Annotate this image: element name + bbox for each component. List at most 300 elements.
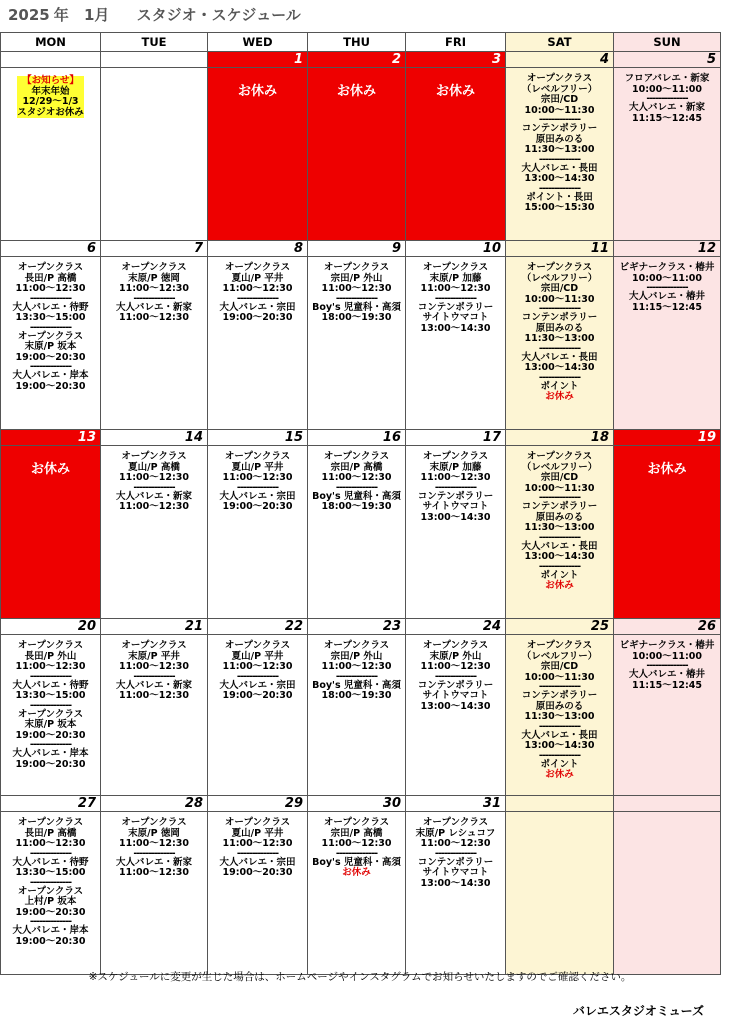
schedule-line: オープンクラス: [17, 885, 84, 897]
schedule-line: 13:30～15:00: [15, 312, 86, 323]
notice-line: スタジオお休み: [17, 106, 84, 118]
date-number: 6: [1, 241, 101, 257]
schedule-line: 11:00～12:30: [321, 661, 392, 672]
schedule-line: 末原/P 加藤: [429, 461, 482, 473]
schedule-line: Boy's 児童科・高須: [312, 301, 401, 313]
day-cell: [614, 635, 721, 796]
schedule-line: コンテンポラリー: [521, 123, 598, 134]
date-number: [1, 52, 101, 68]
day-cell: [208, 68, 308, 241]
schedule-line: オープンクラス: [17, 817, 84, 828]
schedule-line: ポイント: [540, 569, 579, 581]
date-number: 16: [308, 430, 406, 446]
date-number: 28: [101, 796, 208, 812]
date-row: [1, 241, 721, 257]
schedule-line: 13:00～14:30: [420, 700, 491, 712]
schedule-line: 13:30～15:00: [15, 690, 86, 701]
date-number: 11: [506, 241, 614, 257]
divider: --------------: [434, 292, 477, 304]
schedule-line: オープンクラス: [224, 817, 291, 828]
date-number: 20: [1, 619, 101, 635]
schedule-line: コンテンポラリー: [417, 490, 494, 502]
schedule-line: 大人バレエ・椿井: [628, 291, 705, 302]
schedule-line: 大人バレエ・新家: [115, 301, 192, 313]
day-cell: [101, 257, 208, 430]
date-number: 5: [614, 52, 721, 68]
schedule-line: コンテンポラリー: [521, 501, 598, 512]
schedule-line: 末原/P 徳岡: [128, 272, 180, 284]
schedule-line: 13:00～14:30: [524, 551, 595, 562]
day-cell: [208, 446, 308, 619]
notice-line: 年末年始: [17, 87, 84, 98]
day-cell: [308, 635, 406, 796]
date-number: 12: [614, 241, 721, 257]
schedule-line: 大人バレエ・長田: [521, 540, 598, 552]
schedule-line: 夏山/P 平井: [231, 827, 284, 839]
cancelled-label: お休み: [545, 391, 574, 402]
weekday-mon: MON: [1, 33, 101, 52]
schedule-line: 大人バレエ・長田: [521, 729, 598, 741]
date-number: 18: [506, 430, 614, 446]
schedule-line: 11:00～12:30: [119, 690, 189, 701]
divider: --------------: [538, 749, 581, 761]
schedule-line: オープンクラス: [17, 262, 84, 273]
date-number: 19: [614, 430, 721, 446]
date-number: 1: [208, 52, 308, 68]
schedule-line: 11:00～12:30: [119, 283, 189, 294]
schedule-line: 原田みのる: [535, 700, 584, 712]
schedule-line: 11:30～13:00: [524, 522, 595, 533]
date-number: 21: [101, 619, 208, 635]
schedule-line: 11:00～12:30: [15, 283, 86, 294]
cancelled-label: お休み: [342, 867, 371, 878]
schedule-line: 10:00～11:30: [524, 671, 595, 683]
day-cell: [101, 446, 208, 619]
date-number: 22: [208, 619, 308, 635]
schedule-line: 19:00～20:30: [222, 501, 293, 512]
divider: --------------: [538, 531, 581, 543]
divider: --------------: [236, 292, 279, 304]
schedule-line: オープンクラス: [323, 451, 390, 462]
schedule-line: 13:00～14:30: [420, 322, 491, 334]
schedule-row: [1, 635, 721, 796]
schedule-line: 末原/P 坂本: [24, 341, 77, 352]
day-cell: [506, 446, 614, 619]
schedule-line: （レベルフリー）: [521, 650, 598, 662]
notice-box: [17, 76, 84, 118]
date-number: 17: [406, 430, 506, 446]
schedule-line: 19:00～20:30: [15, 380, 86, 392]
schedule-line: Boy's 児童科・高須: [312, 856, 401, 868]
schedule-line: 11:30～13:00: [524, 333, 595, 344]
schedule-line: コンテンポラリー: [417, 856, 494, 868]
date-number: [506, 796, 614, 812]
schedule-line: 11:30～13:00: [524, 711, 595, 722]
schedule-line: ビギナークラス・椿井: [619, 640, 715, 651]
day-cell: [506, 257, 614, 430]
schedule-line: 大人バレエ・椿井: [628, 669, 705, 680]
schedule-line: 11:00～12:30: [222, 472, 293, 483]
date-number: 13: [1, 430, 101, 446]
schedule-line: 19:00～20:30: [222, 690, 293, 701]
schedule-line: 宗田/CD: [540, 94, 579, 105]
day-cell: [308, 257, 406, 430]
divider: --------------: [538, 114, 581, 125]
schedule-line: コンテンポラリー: [417, 301, 494, 313]
divider: --------------: [538, 492, 581, 503]
date-number: 8: [208, 241, 308, 257]
schedule-line: オープンクラス: [121, 262, 187, 273]
divider: --------------: [646, 93, 688, 104]
schedule-line: 原田みのる: [535, 511, 584, 523]
schedule-line: 夏山/P 平井: [231, 272, 284, 284]
closed-label: お休み: [336, 84, 376, 99]
schedule-line: 宗田/CD: [540, 283, 579, 294]
schedule-line: オープンクラス: [17, 708, 84, 720]
weekday-sat: SAT: [506, 33, 614, 52]
schedule-line: 19:00～20:30: [222, 867, 293, 878]
notice-line: 12/29～1/3: [17, 97, 84, 108]
schedule-line: 18:00～19:30: [321, 312, 392, 323]
studio-name: バレエスタジオミューズ: [572, 1004, 704, 1018]
schedule-line: 末原/P 加藤: [429, 272, 482, 284]
schedule-line: 末原/P 平井: [128, 650, 180, 662]
schedule-line: （レベルフリー）: [521, 272, 598, 284]
divider: --------------: [236, 481, 279, 493]
schedule-line: 11:00～12:30: [222, 283, 293, 294]
date-number: [614, 796, 721, 812]
divider: --------------: [335, 481, 378, 493]
schedule-line: 宗田/P 高橋: [330, 827, 383, 839]
schedule-line: 11:00～12:30: [119, 472, 189, 483]
schedule-line: 原田みのる: [535, 322, 584, 334]
schedule-line: 19:00～20:30: [15, 351, 86, 363]
schedule-line: 大人バレエ・新家: [115, 490, 192, 502]
cancelled-label: お休み: [545, 580, 574, 591]
schedule-line: 13:30～15:00: [15, 867, 86, 878]
calendar-table: [0, 32, 721, 975]
schedule-line: ポイント: [540, 758, 579, 770]
schedule-line: サイトウマコト: [422, 501, 489, 512]
divider: --------------: [538, 371, 581, 383]
schedule-line: 18:00～19:30: [321, 690, 392, 701]
day-cell: [406, 446, 506, 619]
divider: --------------: [646, 282, 688, 293]
date-number: [101, 52, 208, 68]
day-cell: [614, 446, 721, 619]
divider: --------------: [335, 670, 378, 682]
divider: --------------: [29, 670, 72, 682]
day-cell: [614, 257, 721, 430]
schedule-line: 11:00～12:30: [119, 838, 189, 849]
schedule-line: 11:30～13:00: [524, 144, 595, 155]
day-cell: [406, 635, 506, 796]
footnote: ※スケジュールに変更が生じた場合は、ホームページやインスタグラムでお知らせいたしますのでご確認ください。: [88, 971, 632, 983]
schedule-line: 13:00～14:30: [420, 877, 491, 889]
schedule-line: 大人バレエ・宗田: [219, 679, 296, 691]
schedule-line: 18:00～19:30: [321, 501, 392, 512]
schedule-line: 10:00～11:00: [632, 650, 702, 662]
divider: --------------: [236, 847, 279, 859]
schedule-line: 19:00～20:30: [15, 729, 86, 741]
day-cell: [308, 68, 406, 241]
weekday-tue: TUE: [101, 33, 208, 52]
schedule-line: 13:00～14:30: [524, 740, 595, 751]
cancelled-label: お休み: [545, 769, 574, 780]
schedule-line: サイトウマコト: [422, 690, 489, 701]
schedule-row: [1, 257, 721, 430]
day-cell: [101, 635, 208, 796]
schedule-line: 11:15～12:45: [632, 679, 702, 691]
schedule-line: オープンクラス: [422, 262, 489, 273]
title-month: 1月: [84, 6, 110, 24]
schedule-row: [1, 446, 721, 619]
day-cell: [406, 812, 506, 975]
date-number: 10: [406, 241, 506, 257]
schedule-line: オープンクラス: [422, 451, 489, 462]
date-number: 9: [308, 241, 406, 257]
schedule-line: オープンクラス: [422, 817, 489, 828]
schedule-line: 10:00～11:30: [524, 293, 595, 305]
schedule-line: オープンクラス: [121, 817, 187, 828]
divider: --------------: [236, 670, 279, 682]
divider: --------------: [646, 660, 688, 671]
schedule-line: 大人バレエ・待野: [12, 856, 89, 868]
day-cell: [208, 257, 308, 430]
date-number: 26: [614, 619, 721, 635]
schedule-line: 大人バレエ・宗田: [219, 490, 296, 502]
schedule-line: オープンクラス: [422, 640, 489, 651]
schedule-line: 10:00～11:30: [524, 104, 595, 116]
day-cell: [1, 68, 101, 241]
day-cell: [506, 635, 614, 796]
schedule-line: 大人バレエ・長田: [521, 162, 598, 174]
closed-label: お休み: [647, 462, 687, 477]
schedule-line: オープンクラス: [121, 640, 187, 651]
weekday-wed: WED: [208, 33, 308, 52]
schedule-line: コンテンポラリー: [521, 312, 598, 323]
page-title: [8, 4, 305, 25]
date-row: [1, 796, 721, 812]
schedule-line: ポイント: [540, 380, 579, 392]
schedule-line: オープンクラス: [224, 451, 291, 462]
date-number: 14: [101, 430, 208, 446]
date-number: 31: [406, 796, 506, 812]
schedule-line: （レベルフリー）: [521, 461, 598, 473]
divider: --------------: [29, 699, 72, 711]
schedule-line: 19:00～20:30: [15, 906, 86, 918]
schedule-line: 19:00～20:30: [222, 312, 293, 323]
schedule-line: 11:15～12:45: [632, 301, 702, 313]
day-cell: [506, 812, 614, 975]
day-cell: [614, 68, 721, 241]
divider: --------------: [133, 292, 175, 304]
schedule-line: 11:00～12:30: [119, 661, 189, 672]
day-cell: [506, 68, 614, 241]
schedule-line: 13:00～14:30: [524, 362, 595, 373]
date-number: 7: [101, 241, 208, 257]
schedule-line: 11:00～12:30: [119, 312, 189, 323]
weekday-fri: FRI: [406, 33, 506, 52]
schedule-line: 末原/P レシュコフ: [415, 827, 496, 839]
date-number: 4: [506, 52, 614, 68]
schedule-line: 11:00～12:30: [15, 838, 86, 849]
date-number: 2: [308, 52, 406, 68]
divider: --------------: [538, 720, 581, 732]
schedule-line: 10:00～11:00: [632, 83, 702, 95]
schedule-line: 大人バレエ・新家: [115, 679, 192, 691]
schedule-line: オープンクラス: [121, 451, 187, 462]
schedule-line: 長田/P 外山: [24, 650, 77, 662]
date-row: [1, 619, 721, 635]
date-number: 27: [1, 796, 101, 812]
schedule-line: 夏山/P 平井: [231, 461, 284, 473]
schedule-line: オープンクラス: [224, 640, 291, 651]
schedule-line: 末原/P 坂本: [24, 719, 77, 730]
day-cell: [614, 812, 721, 975]
schedule-line: 11:00～12:30: [15, 661, 86, 672]
divider: --------------: [434, 847, 477, 859]
schedule-line: 宗田/CD: [540, 661, 579, 672]
day-cell: [406, 257, 506, 430]
schedule-line: ポイント・長田: [526, 191, 593, 203]
divider: --------------: [29, 361, 72, 372]
title-text: スタジオ・スケジュール: [136, 6, 301, 24]
schedule-line: コンテンポラリー: [417, 679, 494, 691]
schedule-line: サイトウマコト: [422, 867, 489, 878]
day-cell: [308, 812, 406, 975]
schedule-line: 11:00～12:30: [420, 661, 491, 672]
schedule-line: 宗田/P 外山: [330, 272, 383, 284]
schedule-line: 11:00～12:30: [321, 283, 392, 294]
schedule-line: 10:00～11:00: [632, 272, 702, 284]
schedule-line: オープンクラス: [323, 817, 390, 828]
schedule-line: 11:00～12:30: [222, 838, 293, 849]
schedule-line: オープンクラス: [17, 330, 84, 342]
divider: --------------: [29, 916, 72, 927]
day-cell: [1, 257, 101, 430]
divider: --------------: [29, 292, 72, 304]
divider: --------------: [434, 481, 477, 493]
schedule-line: 原田みのる: [535, 133, 584, 145]
notice-heading: 【お知らせ】: [17, 76, 84, 87]
day-cell: [1, 446, 101, 619]
schedule-line: 大人バレエ・岸本: [12, 370, 89, 381]
schedule-line: 13:00～14:30: [524, 173, 595, 184]
divider: --------------: [538, 560, 581, 572]
schedule-line: 大人バレエ・宗田: [219, 856, 296, 868]
date-number: 23: [308, 619, 406, 635]
divider: --------------: [538, 681, 581, 692]
schedule-line: Boy's 児童科・高須: [312, 490, 401, 502]
schedule-line: 宗田/P 外山: [330, 650, 383, 662]
schedule-line: 大人バレエ・岸本: [12, 748, 89, 759]
schedule-row: [1, 68, 721, 241]
schedule-line: Boy's 児童科・高須: [312, 679, 401, 691]
divider: --------------: [133, 847, 175, 859]
schedule-line: オープンクラス: [17, 640, 84, 651]
day-cell: [101, 68, 208, 241]
divider: --------------: [538, 303, 581, 314]
schedule-line: 11:00～12:30: [222, 661, 293, 672]
day-cell: [308, 446, 406, 619]
day-cell: [208, 812, 308, 975]
divider: --------------: [29, 321, 72, 333]
date-number: 24: [406, 619, 506, 635]
day-cell: [208, 635, 308, 796]
schedule-line: 15:00～15:30: [524, 202, 595, 213]
schedule-line: 11:00～12:30: [420, 838, 491, 849]
schedule-line: 11:00～12:30: [420, 283, 491, 294]
title-year-unit: 年: [53, 6, 69, 24]
day-cell: [101, 812, 208, 975]
date-number: 25: [506, 619, 614, 635]
divider: --------------: [538, 153, 581, 165]
schedule-line: 11:00～12:30: [321, 838, 392, 849]
schedule-line: オープンクラス: [526, 262, 593, 273]
closed-label: お休み: [30, 462, 70, 477]
schedule-line: 夏山/P 高橋: [128, 461, 180, 473]
day-cell: [406, 68, 506, 241]
schedule-line: オープンクラス: [526, 451, 593, 462]
title-year: 2025: [8, 6, 50, 24]
schedule-row: [1, 812, 721, 975]
weekday-sun: SUN: [614, 33, 721, 52]
schedule-line: 11:00～12:30: [119, 501, 189, 512]
schedule-line: 大人バレエ・待野: [12, 679, 89, 691]
schedule-line: 大人バレエ・新家: [115, 856, 192, 868]
schedule-line: 宗田/P 高橋: [330, 461, 383, 473]
divider: --------------: [133, 670, 175, 682]
schedule-line: 10:00～11:30: [524, 482, 595, 494]
schedule-line: 19:00～20:30: [15, 935, 86, 947]
schedule-line: 19:00～20:30: [15, 758, 86, 770]
divider: --------------: [133, 481, 175, 493]
schedule-line: 大人バレエ・岸本: [12, 925, 89, 936]
schedule-line: フロアバレエ・新家: [624, 73, 710, 84]
schedule-line: 13:00～14:30: [420, 511, 491, 523]
closed-label: お休み: [237, 84, 277, 99]
schedule-line: 大人バレエ・長田: [521, 351, 598, 363]
divider: --------------: [335, 847, 378, 859]
day-cell: [1, 812, 101, 975]
schedule-line: 夏山/P 平井: [231, 650, 284, 662]
schedule-line: 末原/P 外山: [429, 650, 482, 662]
schedule-line: オープンクラス: [526, 73, 593, 84]
date-number: 30: [308, 796, 406, 812]
schedule-line: 11:15～12:45: [632, 112, 702, 124]
schedule-line: 11:00～12:30: [420, 472, 491, 483]
date-row: [1, 52, 721, 68]
day-cell: [1, 635, 101, 796]
divider: --------------: [538, 342, 581, 354]
weekday-header-row: [1, 33, 721, 52]
date-number: 29: [208, 796, 308, 812]
schedule-line: 11:00～12:30: [119, 867, 189, 878]
divider: --------------: [29, 739, 72, 750]
date-number: 15: [208, 430, 308, 446]
schedule-line: オープンクラス: [526, 640, 593, 651]
schedule-line: 大人バレエ・待野: [12, 301, 89, 313]
schedule-line: 長田/P 高橋: [24, 272, 77, 284]
date-row: [1, 430, 721, 446]
date-number: 3: [406, 52, 506, 68]
closed-label: お休み: [435, 84, 475, 99]
schedule-line: オープンクラス: [323, 262, 390, 273]
divider: --------------: [538, 182, 581, 194]
divider: --------------: [29, 847, 72, 859]
schedule-line: オープンクラス: [323, 640, 390, 651]
